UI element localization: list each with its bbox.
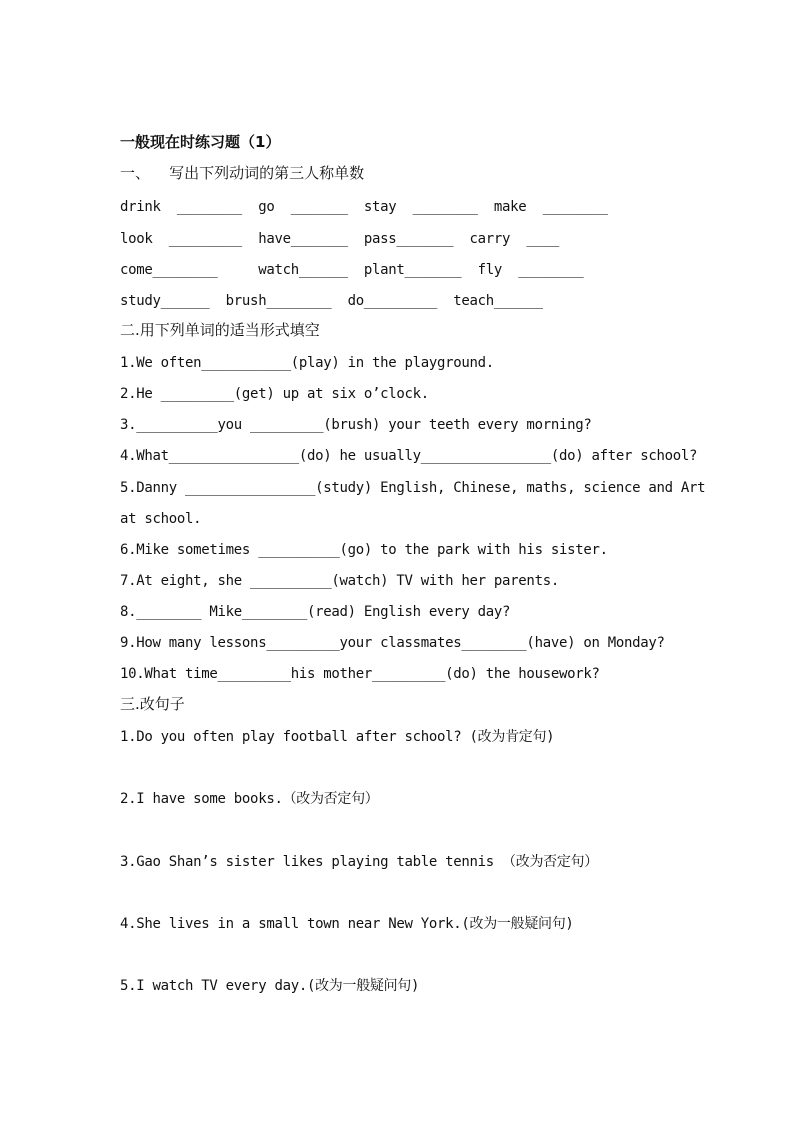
rewrite-item: 5.I watch TV every day.(改为一般疑问句) [120,978,420,994]
section2-heading: 二.用下列单词的适当形式填空 [120,321,320,339]
fill-blank-item: 1.We often___________(play) in the playground. [120,355,494,371]
section3-heading: 三.改句子 [120,695,185,713]
verb-row: drink ________ go _______ stay ________ make ________ [120,199,608,215]
rewrite-item: 4.She lives in a small town near New York.(改为一般疑问句) [120,916,574,932]
verb-row: come________ watch______ plant_______ fly ________ [120,262,584,278]
rewrite-item: 3.Gao Shan’s sister likes playing table tennis （改为否定句） [120,854,598,870]
fill-blank-item: 8.________ Mike________(read) English every day? [120,604,511,620]
rewrite-item: 1.Do you often play football after school? (改为肯定句) [120,729,555,745]
section1-heading: 一、 写出下列动词的第三人称单数 [120,164,365,182]
fill-blank-item: 6.Mike sometimes __________(go) to the park with his sister. [120,542,608,558]
fill-blank-item: 9.How many lessons_________your classmates________(have) on Monday? [120,635,665,651]
fill-blank-item-continued: at school. [120,511,202,527]
rewrite-item: 2.I have some books.（改为否定句） [120,791,379,807]
fill-blank-item: 3.__________you _________(brush) your teeth every morning? [120,417,592,433]
verb-row: look _________ have_______ pass_______ carry ____ [120,231,559,247]
fill-blank-item: 10.What time_________his mother_________(do) the housework? [120,666,600,682]
verb-row: study______ brush________ do_________ teach______ [120,293,543,309]
fill-blank-item: 7.At eight, she __________(watch) TV with her parents. [120,573,559,589]
page-title: 一般现在时练习题（1） [120,133,281,151]
fill-blank-item: 4.What________________(do) he usually________________(do) after school? [120,448,698,464]
fill-blank-item: 5.Danny ________________(study) English, Chinese, maths, science and Art [120,480,706,496]
fill-blank-item: 2.He _________(get) up at six o’clock. [120,386,429,402]
